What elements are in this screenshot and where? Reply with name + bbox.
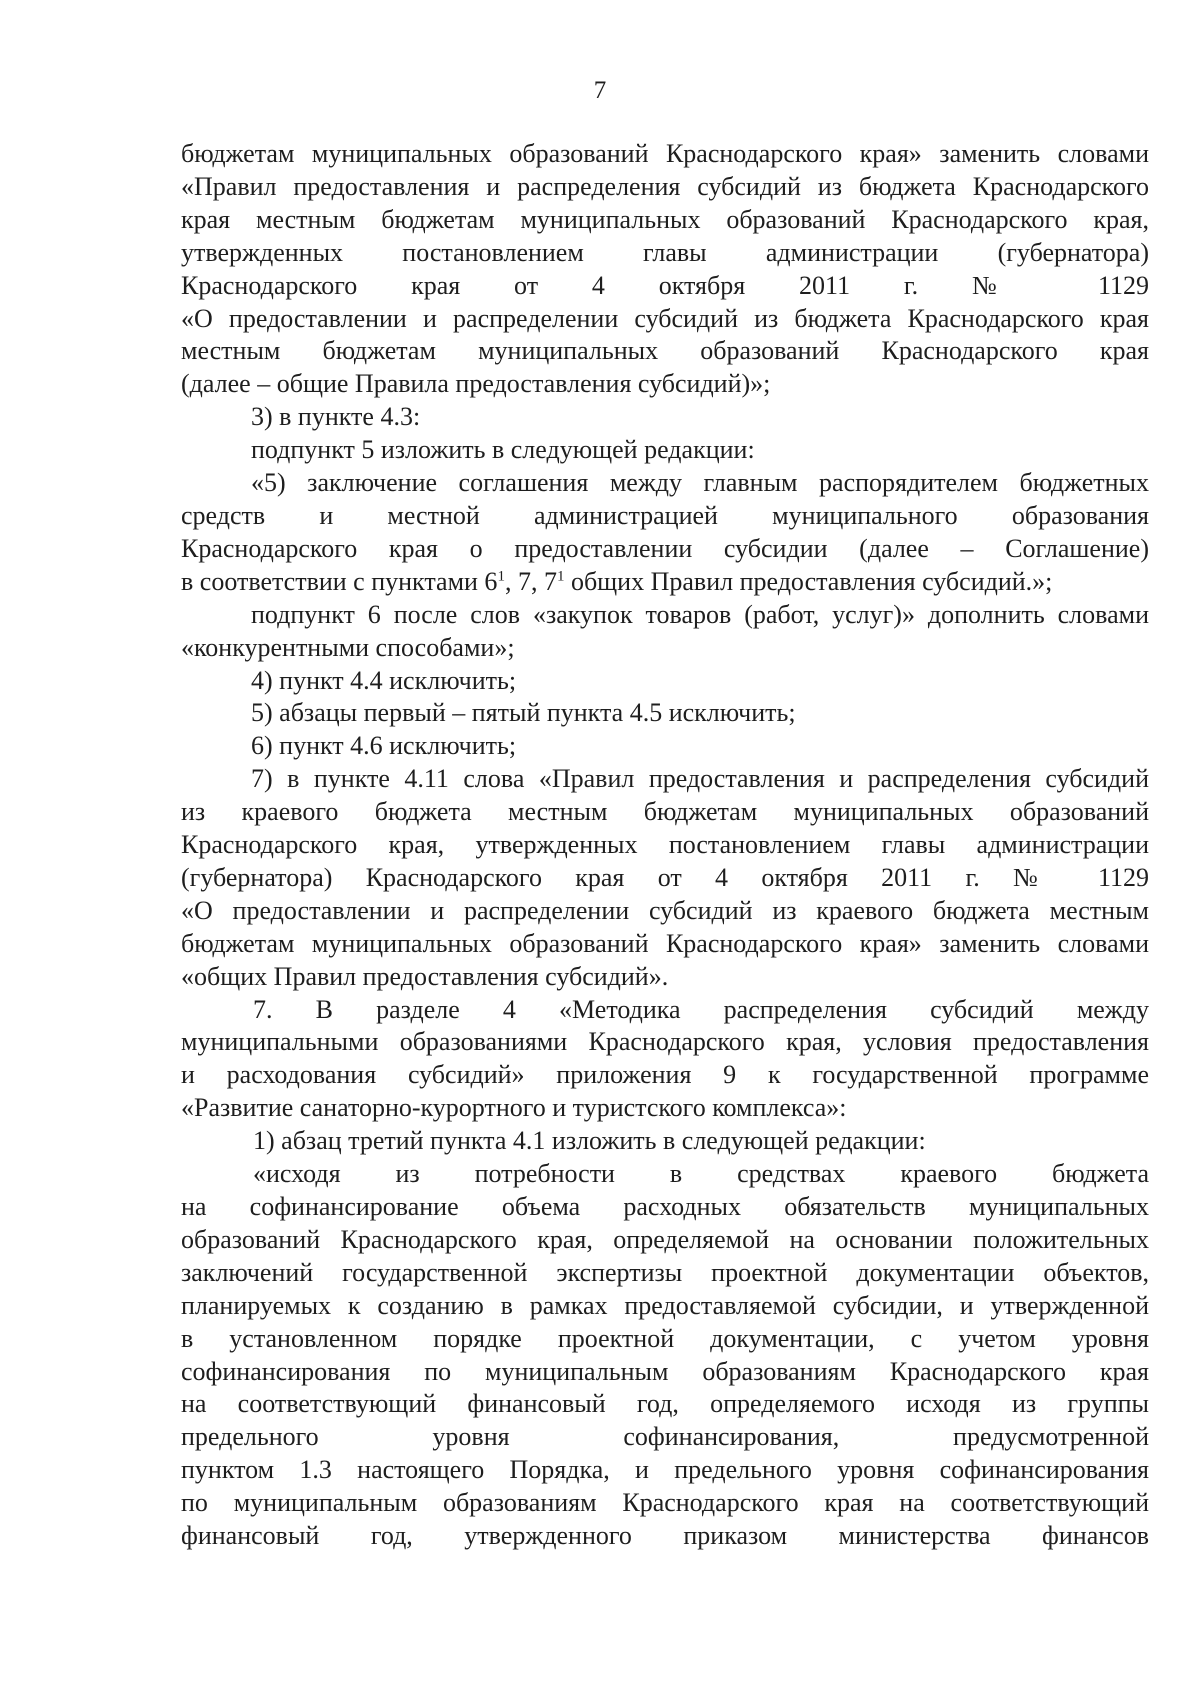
text-line: на софинансирование объема расходных обязательств муниципальных bbox=[181, 1192, 1149, 1221]
text-line: «исходя из потребности в средствах краевого бюджета bbox=[253, 1159, 1149, 1189]
text-line: бюджетам муниципальных образований Краснодарского края» заменить словами bbox=[181, 928, 1149, 958]
page-number: 7 bbox=[593, 77, 607, 104]
text-line: образований Краснодарского края, определяемой на основании положительных bbox=[181, 1224, 1149, 1254]
text-line: на соответствующий финансовый год, определяемого исходя из группы bbox=[181, 1389, 1149, 1419]
text-line: бюджетам муниципальных образований Краснодарского края» заменить словами bbox=[181, 139, 1149, 168]
text-line: 3) в пункте 4.3: bbox=[251, 402, 421, 432]
text-line: средств и местной администрацией муниципального образования bbox=[181, 500, 1149, 530]
superscript: 1 bbox=[497, 568, 505, 585]
text-line: 7) в пункте 4.11 слова «Правил предоставления и распределения субсидий bbox=[251, 764, 1149, 794]
text-line: муниципальными образованиями Краснодарского края, условия предоставления bbox=[181, 1027, 1149, 1057]
paragraph-item-5 bbox=[181, 697, 1149, 730]
text-line: финансовый год, утвержденного приказом министерства финансов bbox=[181, 1521, 1149, 1551]
text-line: «Развитие санаторно-курортного и туристского комплекса»: bbox=[181, 1093, 847, 1123]
text-line: Краснодарского края, утвержденных постановлением главы администрации bbox=[181, 830, 1149, 860]
text-line: и расходования субсидий» приложения 9 к государственной программе bbox=[181, 1060, 1149, 1090]
text-line: подпункт 5 изложить в следующей редакции: bbox=[251, 435, 755, 465]
text-line: утвержденных постановлением главы администрации (губернатора) bbox=[181, 237, 1149, 267]
text-line: местным бюджетам муниципальных образований Краснодарского края bbox=[181, 336, 1149, 366]
paragraph-item-4 bbox=[181, 665, 1149, 698]
text-line: «5) заключение соглашения между главным распорядителем бюджетных bbox=[251, 468, 1149, 498]
text-line: (губернатора) Краснодарского края от 4 октября 2011 г. № 1129 bbox=[181, 862, 1149, 892]
text-line: предельного уровня софинансирования, предусмотренной bbox=[181, 1422, 1149, 1452]
text-fragment: общих Правил предоставления субсидий.»; bbox=[564, 566, 1053, 596]
paragraph-section-7-item-1 bbox=[181, 1125, 1149, 1158]
text-line: из краевого бюджета местным бюджетам муниципальных образований bbox=[181, 797, 1149, 827]
text-fragment: , 7, 7 bbox=[504, 566, 557, 596]
text-line: края местным бюджетам муниципальных образований Краснодарского края, bbox=[181, 204, 1149, 234]
text-line: «Правил предоставления и распределения субсидий из бюджета Краснодарского bbox=[181, 171, 1149, 201]
paragraph-subitem-5-intro bbox=[181, 434, 1149, 467]
text-line: 5) абзацы первый – пятый пункта 4.5 исключить; bbox=[251, 698, 796, 728]
paragraph-item-7 bbox=[181, 763, 1149, 993]
document-body bbox=[181, 138, 1149, 1553]
text-line: «общих Правил предоставления субсидий». bbox=[181, 961, 669, 991]
paragraph-section-7-quote bbox=[181, 1158, 1149, 1553]
text-line: 4) пункт 4.4 исключить; bbox=[251, 665, 517, 695]
text-line: пунктом 1.3 настоящего Порядка, и предельного уровня софинансирования bbox=[181, 1455, 1149, 1485]
text-line bbox=[181, 566, 1149, 599]
paragraph-continued bbox=[181, 138, 1149, 401]
text-line: 7. В разделе 4 «Методика распределения субсидий между bbox=[253, 994, 1149, 1024]
text-line: в установленном порядке проектной документации, с учетом уровня bbox=[181, 1323, 1149, 1353]
text-line: заключений государственной экспертизы проектной документации объектов, bbox=[181, 1257, 1149, 1287]
text-line: 6) пункт 4.6 исключить; bbox=[251, 731, 517, 761]
text-line: 1) абзац третий пункта 4.1 изложить в следующей редакции: bbox=[253, 1126, 926, 1156]
text-line: Краснодарского края от 4 октября 2011 г. № 1129 bbox=[181, 270, 1149, 300]
text-line: Краснодарского края о предоставлении субсидии (далее – Соглашение) bbox=[181, 533, 1149, 563]
text-line: (далее – общие Правила предоставления субсидий)»; bbox=[181, 369, 771, 399]
paragraph-item-6 bbox=[181, 730, 1149, 763]
paragraph-item-3 bbox=[181, 401, 1149, 434]
paragraph-subitem-6 bbox=[181, 599, 1149, 665]
text-line: планируемых к созданию в рамках предоставляемой субсидии, и утвержденной bbox=[181, 1290, 1149, 1320]
superscript: 1 bbox=[556, 568, 565, 585]
paragraph-subitem-5-text bbox=[181, 467, 1149, 599]
text-line: «О предоставлении и распределении субсидий из краевого бюджета местным bbox=[181, 895, 1149, 925]
text-line: «О предоставлении и распределении субсидий из бюджета Краснодарского края bbox=[181, 303, 1149, 333]
text-line: софинансирования по муниципальным образованиям Краснодарского края bbox=[181, 1356, 1149, 1386]
text-line: «конкурентными способами»; bbox=[181, 632, 515, 662]
text-line: подпункт 6 после слов «закупок товаров (работ, услуг)» дополнить словами bbox=[251, 599, 1149, 629]
text-line: по муниципальным образованиям Краснодарского края на соответствующий bbox=[181, 1488, 1149, 1518]
paragraph-section-7 bbox=[181, 994, 1149, 1126]
text-fragment: в соответствии с пунктами 6 bbox=[181, 566, 498, 596]
